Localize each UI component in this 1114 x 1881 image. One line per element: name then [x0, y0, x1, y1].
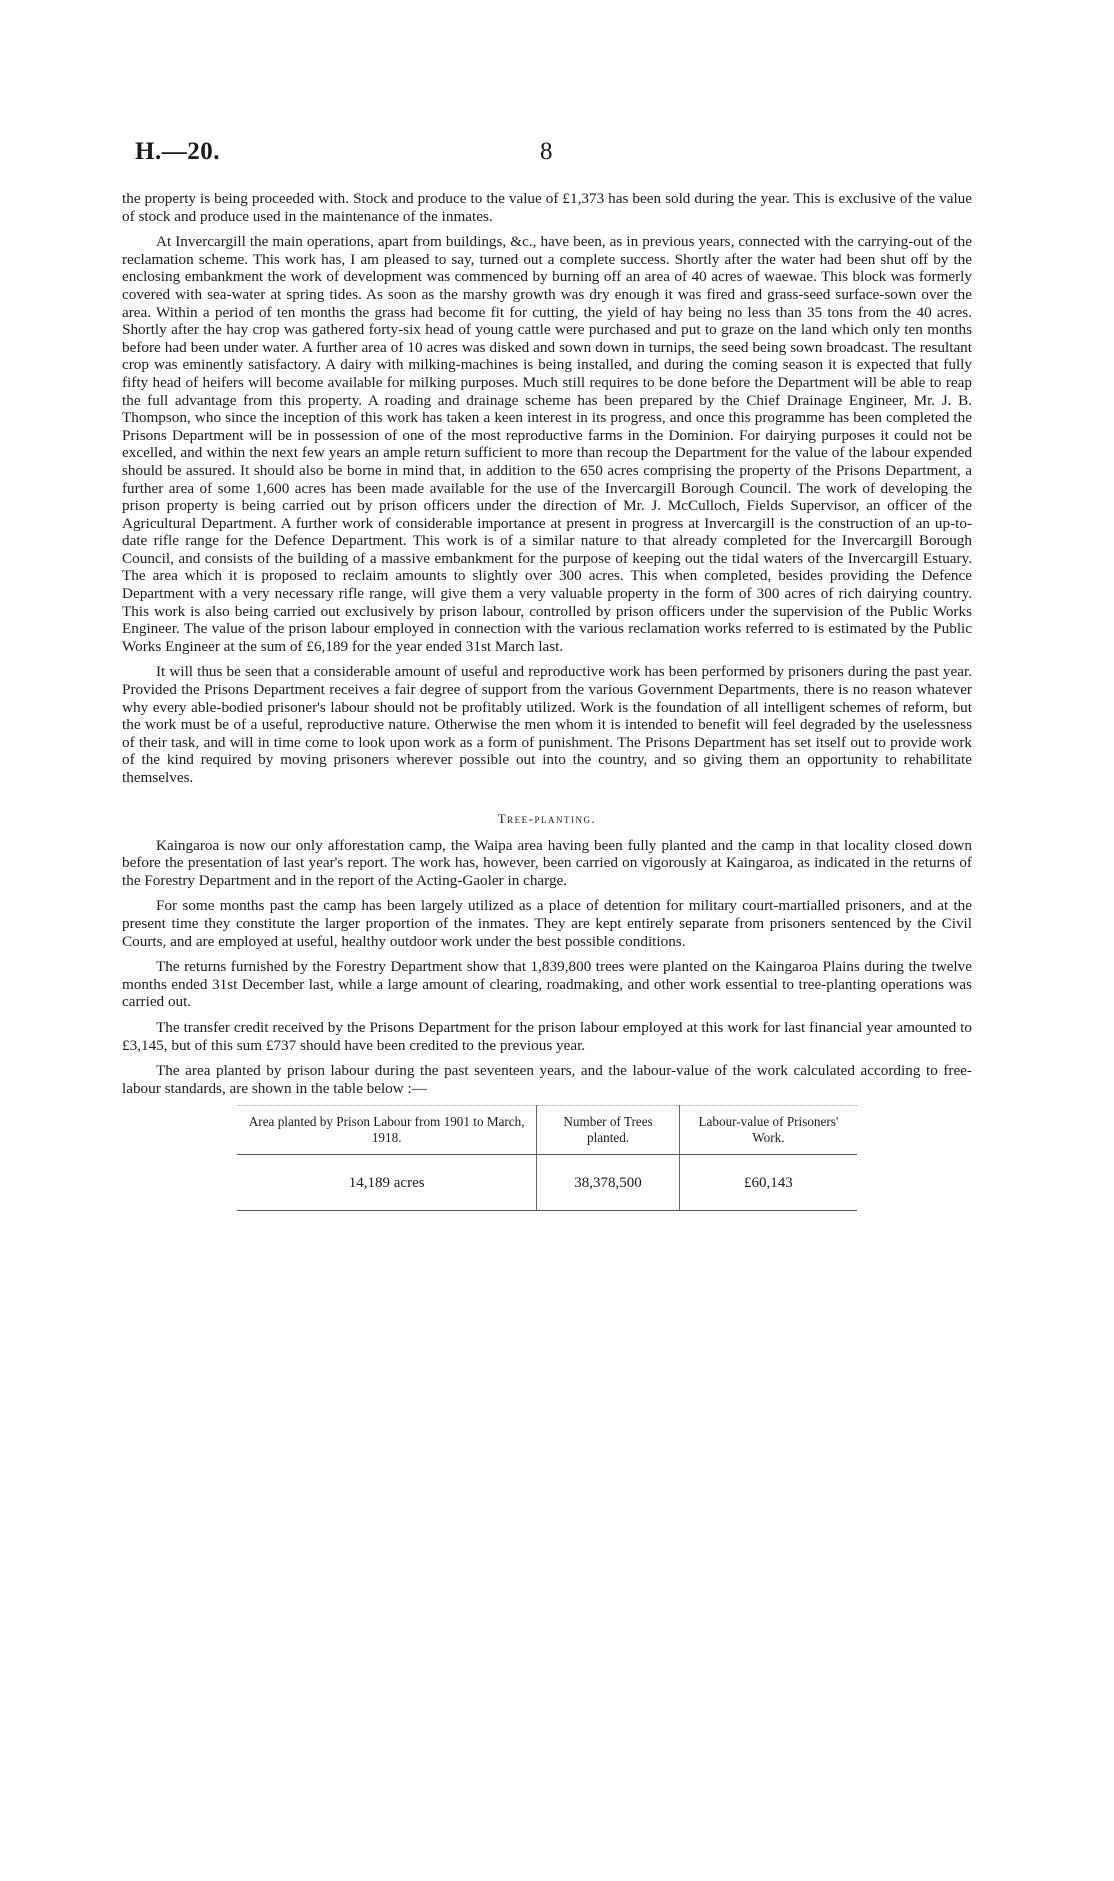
paragraph-area-planted: The area planted by prison labour during the past seventeen years, and the labour-value of the work calculated according to free-labour standards, are shown in the table below :—: [122, 1062, 972, 1097]
table-header-row: [237, 1106, 857, 1155]
planting-table-wrapper: [122, 1105, 972, 1211]
paragraph-returns: The returns furnished by the Forestry Department show that 1,839,800 trees were planted on the Kaingaroa Plains during the twelve months ended 31st December last, while a large amount of clearing, roadmaking, and other work essential to tree-planting operations was carried out.: [122, 958, 972, 1011]
paragraph-transfer-credit: The transfer credit received by the Prisons Department for the prison labour employed at this work for last financial year amounted to £3,145, but of this sum £737 should have been credited to the previous year.: [122, 1018, 972, 1054]
column-header-labour-value: Labour-value of Prisoners' Work.: [679, 1106, 857, 1155]
paragraph-summary: It will thus be seen that a considerable amount of useful and reproductive work has been performed by prisoners during the past year. Provided the Prisons Department receives a fair degree of support from the various Government Departments, there is no reason whatever why every able-bodied prisoner's labour should not be profitably utilized. Work is the foundation of all intelligent schemes of reform, but the work must be of a useful, reproductive nature. Otherwise the men whom it is intended to benefit will feel degraded by the uselessness of their task, and will in time come to look upon work as a form of punishment. The Prisons Department has set itself out to provide work of the kind required by moving prisoners wherever possible out into the country, and so giving them an opportunity to rehabilitate themselves.: [122, 663, 972, 786]
paragraph-invercargill: At Invercargill the main operations, apart from buildings, &c., have been, as in previous years, connected with the carrying-out of the reclamation scheme. This work has, I am pleased to say, turned out a complete success. Shortly after the water had been shut off by the enclosing embankment the work of development was commenced by burning off an area of 40 acres of waewae. This block was formerly covered with sea-water at spring tides. As soon as the marshy growth was dry enough it was fired and grass-seed surface-sown over the area. Within a period of ten months the grass had become fit for cutting, the yield of hay being no less than 35 tons from the 40 acres. Shortly after the hay crop was gathered forty-six head of young cattle were purchased and put to graze on the land which only ten months before had been under water. A further area of 10 acres was disked and sown down in turnips, the seed being sown broadcast. The resultant crop was eminently satisfactory. A dairy with milking-machines is being installed, and during the coming season it is expected that fully fifty head of heifers will become available for milking purposes. Much still requires to be done before the Department will be able to reap the full advantage from this property. A roading and drainage scheme has been prepared by the Chief Drainage Engineer, Mr. J. B. Thompson, who since the inception of this work has taken a keen interest in its progress, and once this programme has been completed the Prisons Department will be in possession of one of the most reproductive farms in the Dominion. For dairying purposes it could not be excelled, and within the next few years an ample return sufficient to more than recoup the Department for the value of the labour expended should be assured. It should also be borne in mind that, in addition to the 650 acres comprising the property of the Prisons Department, a further area of some 1,600 acres has been made available for the use of the Invercargill Borough Council. The work of developing the prison property is being carried out by prison officers under the direction of Mr. J. McCulloch, Fields Supervisor, an officer of the Agricultural Department. A further work of considerable importance at present in progress at Invercargill is the construction of an up-to-date rifle range for the Defence Department. This work is of a similar nature to that already completed for the Invercargill Borough Council, and consists of the building of a massive embankment for the purpose of keeping out the tidal waters of the Invercargill Estuary. The area which it is proposed to reclaim amounts to slightly over 300 acres. This when completed, besides providing the Defence Department with a very necessary rifle range, will give them a very valuable property in the form of 300 acres of rich dairying country. This work is also being carried out exclusively by prison labour, controlled by prison officers under the supervision of the Public Works Engineer. The value of the prison labour employed in connection with the various reclamation works referred to is estimated by the Public Works Engineer at the sum of £6,189 for the year ended 31st March last.: [122, 233, 972, 655]
planting-table: [237, 1105, 857, 1211]
section-title-tree-planting: Tree-planting.: [497, 810, 597, 826]
cell-area: 14,189 acres: [237, 1155, 537, 1211]
paragraph-detention: For some months past the camp has been largely utilized as a place of detention for military court-martialled prisoners, and at the present time they constitute the larger proportion of the inmates. They are kept entirely separate from prisoners sentenced by the Civil Courts, and are employed at useful, healthy outdoor work under the best possible conditions.: [122, 897, 972, 950]
document-id: H.—20.: [135, 138, 220, 165]
page-header: [135, 138, 979, 168]
page-number: 8: [540, 138, 553, 165]
paragraph-kaingaroa: Kaingaroa is now our only afforestation camp, the Waipa area having been fully planted and the camp in that locality closed down before the presentation of last year's report. The work has, however, been carried on vigorously at Kaingaroa, as indicated in the returns of the Forestry Department and in the report of the Acting-Gaoler in charge.: [122, 836, 972, 889]
column-header-trees: Number of Trees planted.: [537, 1106, 679, 1155]
document-body: [122, 190, 972, 1211]
paragraph-continuation: the property is being proceeded with. Stock and produce to the value of £1,373 has been sold during the year. This is exclusive of the value of stock and produce used in the maintenance of the inmates.: [122, 190, 972, 225]
column-header-area: Area planted by Prison Labour from 1901 to March, 1918.: [237, 1106, 537, 1155]
table-row: [237, 1155, 857, 1211]
cell-trees: 38,378,500: [537, 1155, 679, 1211]
cell-labour-value: £60,143: [679, 1155, 857, 1211]
